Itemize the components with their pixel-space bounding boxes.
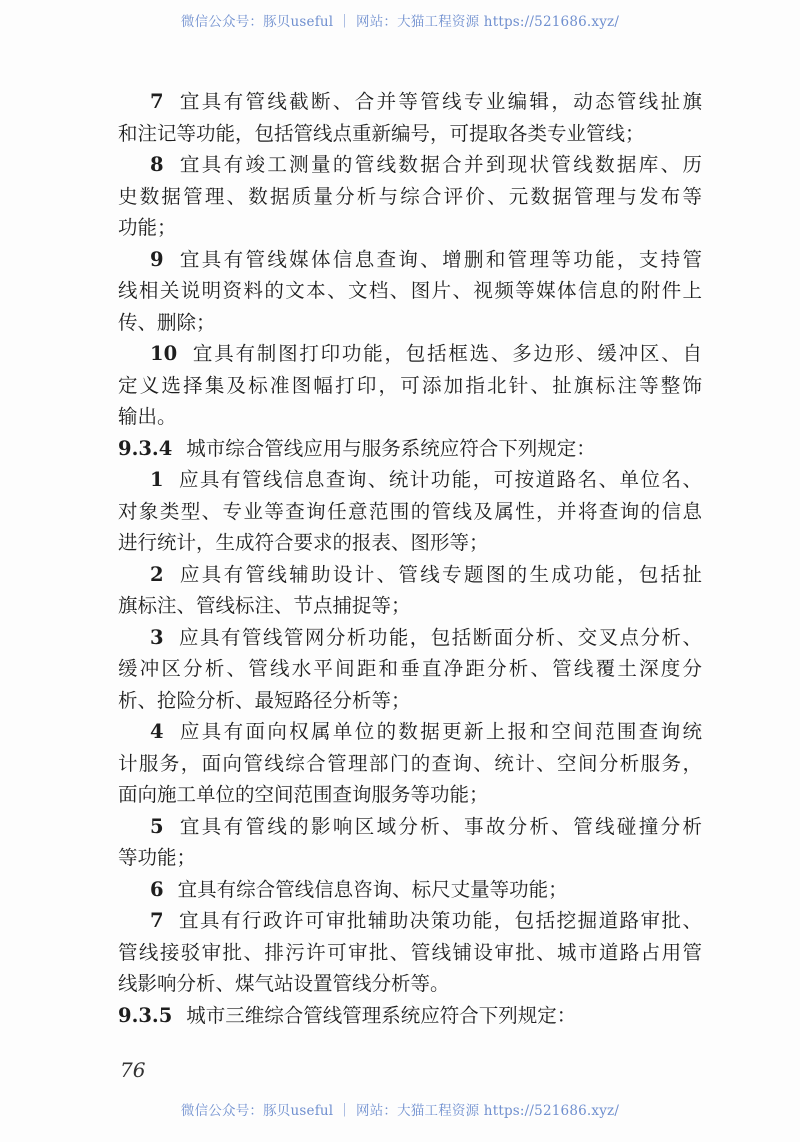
- line-text: 线影响分析、煤气站设置管线分析等。: [118, 972, 450, 995]
- section-clause: [118, 1000, 702, 1032]
- text-line: [118, 181, 702, 213]
- numbered-item: [118, 559, 702, 622]
- text-line: [118, 275, 702, 307]
- numbered-item: [118, 149, 702, 244]
- section-number: 9.3.4: [118, 436, 173, 460]
- text-line: [118, 842, 702, 874]
- text-line: [118, 118, 702, 150]
- text-line: [118, 433, 702, 465]
- text-line: [118, 307, 702, 339]
- text-line: [118, 559, 702, 591]
- line-text: 宜具有管线截断、合并等管线专业编辑，动态管线扯旗: [177, 90, 702, 113]
- line-text: 对象类型、专业等查询任意范围的管线及属性，并将查询的信息: [118, 499, 702, 523]
- item-number: 6: [150, 877, 164, 901]
- line-text: 析、抢险分析、最短路径分析等；: [118, 688, 411, 712]
- text-line: [118, 968, 702, 1000]
- line-text: 城市三维综合管线管理系统应符合下列规定：: [186, 1003, 577, 1027]
- line-text: 宜具有管线的影响区域分析、事故分析、管线碰撞分析: [177, 814, 702, 838]
- line-text: 传、删除；: [118, 310, 216, 334]
- section-clause: [118, 433, 702, 465]
- watermark-header: 微信公众号：豚贝useful ｜ 网站：大猫工程资源 https://521686.xyz/: [180, 14, 620, 30]
- text-line: [118, 874, 702, 906]
- line-text: 计服务，面向管线综合管理部门的查询、统计、空间分析服务，: [118, 751, 702, 775]
- line-text: 管线接驳审批、排污许可审批、管线铺设审批、城市道路占用管: [118, 940, 702, 964]
- numbered-item: [118, 874, 702, 906]
- line-text: 应具有管线管网分析功能，包括断面分析、交叉点分析、: [177, 625, 702, 649]
- item-number: 5: [150, 814, 164, 838]
- item-number: 4: [150, 720, 164, 743]
- line-text: 等功能；: [118, 846, 197, 869]
- item-number: 9: [150, 247, 164, 271]
- line-text: 定义选择集及标准图幅打印，可添加指北针、扯旗标注等整饰: [118, 373, 702, 397]
- line-text: 应具有面向权属单位的数据更新上报和空间范围查询统: [177, 720, 702, 743]
- text-line: [118, 937, 702, 969]
- numbered-item: [118, 464, 702, 559]
- item-number: 2: [150, 562, 164, 586]
- document-body: [118, 86, 702, 1031]
- line-text: 城市综合管线应用与服务系统应符合下列规定：: [186, 436, 596, 460]
- line-text: 宜具有管线媒体信息查询、增删和管理等功能，支持管: [177, 247, 702, 271]
- text-line: [118, 716, 702, 748]
- text-line: [118, 905, 702, 937]
- line-text: 旗标注、管线标注、节点捕捉等；: [118, 594, 411, 617]
- item-number: 1: [150, 468, 164, 491]
- text-line: [118, 338, 702, 370]
- text-line: [118, 86, 702, 118]
- line-text: 线相关说明资料的文本、文档、图片、视频等媒体信息的附件上: [118, 279, 702, 302]
- text-line: [118, 653, 702, 685]
- section-number: 9.3.5: [118, 1003, 173, 1027]
- text-line: [118, 212, 702, 244]
- numbered-item: [118, 716, 702, 811]
- text-line: [118, 527, 702, 559]
- text-line: [118, 401, 702, 433]
- numbered-item: [118, 86, 702, 149]
- line-text: 史数据管理、数据质量分析与综合评价、元数据管理与发布等: [118, 184, 702, 208]
- numbered-item: [118, 811, 702, 874]
- line-text: 宜具有竣工测量的管线数据合并到现状管线数据库、历: [177, 153, 702, 176]
- item-number: 8: [150, 153, 164, 176]
- numbered-item: [118, 622, 702, 717]
- line-text: 面向施工单位的空间范围查询服务等功能；: [118, 783, 489, 806]
- line-text: 宜具有行政许可审批辅助决策功能，包括挖掘道路审批、: [177, 909, 702, 932]
- text-line: [118, 622, 702, 654]
- line-text: 缓冲区分析、管线水平间距和垂直净距分析、管线覆土深度分: [118, 657, 702, 680]
- line-text: 进行统计，生成符合要求的报表、图形等；: [118, 531, 489, 554]
- numbered-item: [118, 905, 702, 1000]
- text-line: [118, 464, 702, 496]
- text-line: [118, 370, 702, 402]
- text-line: [118, 685, 702, 717]
- line-text: 宜具有综合管线信息咨询、标尺丈量等功能；: [177, 877, 568, 901]
- item-number: 7: [150, 909, 164, 932]
- text-line: [118, 811, 702, 843]
- item-number: 10: [150, 342, 178, 365]
- line-text: 应具有管线信息查询、统计功能，可按道路名、单位名、: [177, 468, 702, 491]
- text-line: [118, 1000, 702, 1032]
- line-text: 和注记等功能，包括管线点重新编号，可提取各类专业管线；: [118, 121, 645, 145]
- text-line: [118, 748, 702, 780]
- page-number: 76: [120, 1058, 146, 1082]
- text-line: [118, 149, 702, 181]
- numbered-item: [118, 338, 702, 433]
- item-number: 3: [150, 625, 164, 649]
- text-line: [118, 779, 702, 811]
- line-text: 应具有管线辅助设计、管线专题图的生成功能，包括扯: [177, 562, 702, 586]
- watermark-footer: 微信公众号：豚贝useful ｜ 网站：大猫工程资源 https://521686.xyz/: [180, 1103, 620, 1119]
- text-line: [118, 590, 702, 622]
- line-text: 功能；: [118, 216, 177, 239]
- line-text: 宜具有制图打印功能，包括框选、多边形、缓冲区、自: [191, 342, 702, 365]
- text-line: [118, 244, 702, 276]
- numbered-item: [118, 244, 702, 339]
- text-line: [118, 496, 702, 528]
- line-text: 输出。: [118, 405, 177, 428]
- item-number: 7: [150, 90, 164, 113]
